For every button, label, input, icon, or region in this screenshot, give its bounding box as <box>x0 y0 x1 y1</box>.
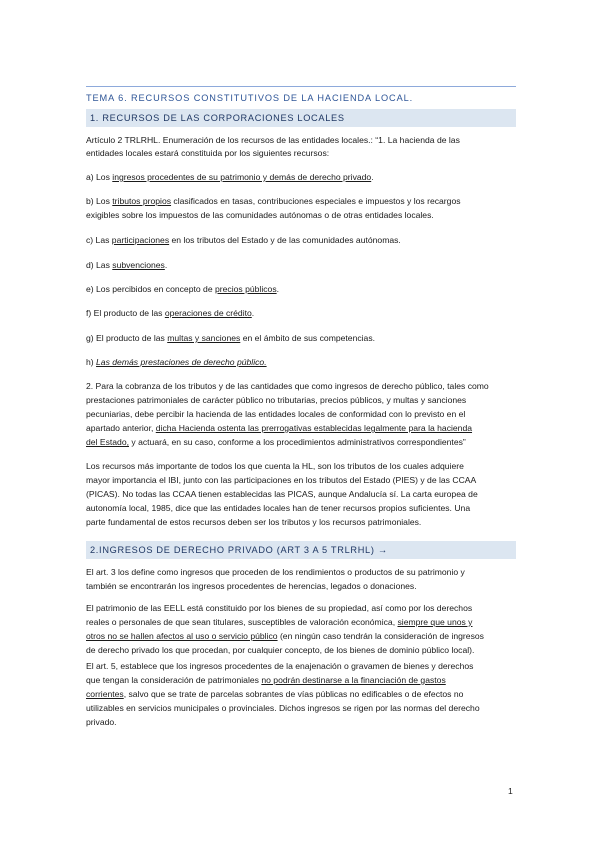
header-rule <box>86 86 516 87</box>
s2-para-2-line-1: El patrimonio de las EELL está constituido por los bienes de su propiedad, así como por los derechos <box>86 603 473 613</box>
para-3-line-3: (PICAS). No todas las CCAA tienen establecidas las PICAS, aunque Andalucía sí. La carta europea de <box>86 489 478 499</box>
para-3-line-4: autonomía local, 1985, dice que las entidades locales han de tener recursos propios suficientes. Una <box>86 503 471 513</box>
section-1-title: 1. RECURSOS DE LAS CORPORACIONES LOCALES <box>90 113 345 123</box>
document-title: TEMA 6. RECURSOS CONSTITUTIVOS DE LA HACIENDA LOCAL. <box>86 93 414 103</box>
para-2-line-1: 2. Para la cobranza de los tributos y de las cantidades que como ingresos de derecho público, tales como <box>86 381 489 391</box>
s2-para-2-line-3: otros no se hallen afectos al uso o servicio público (en ningún caso tendrán la consideración de ingresos <box>86 631 484 641</box>
intro-line-1: Artículo 2 TRLRHL. Enumeración de los recursos de las entidades locales.: “1. La hacienda de las <box>86 135 460 145</box>
item-e: e) Los percibidos en concepto de precios públicos. <box>86 284 280 294</box>
item-a: a) Los ingresos procedentes de su patrimonio y demás de derecho privado. <box>86 172 374 182</box>
para-3-line-2: mayor importancia el IBI, junto con las participaciones en los tributos del Estado (PIES) y de las CCAA <box>86 475 477 485</box>
s2-para-1-line-2: también se encontrarán los ingresos procedentes de herencias, legados o donaciones. <box>86 581 417 591</box>
section-2-header <box>86 541 516 559</box>
s2-para-3-line-4: utilizables en servicios municipales o provinciales. Dichos ingresos se rigen por las normas del derecho <box>86 703 480 713</box>
para-2-line-2: prestaciones patrimoniales de carácter público no tributarias, precios públicos, y multas y sanciones <box>86 395 467 405</box>
item-g: g) El producto de las multas y sanciones en el ámbito de sus competencias. <box>86 333 376 343</box>
intro-line-2: entidades locales estará constituida por los siguientes recursos: <box>86 148 330 158</box>
item-b-line-1: b) Los tributos propios clasificados en tasas, contribuciones especiales e impuestos y los recargos <box>86 196 461 206</box>
page-number: 1 <box>508 786 513 796</box>
para-2-line-3: pecuniarias, debe percibir la hacienda de las entidades locales de conformidad con lo previsto en el <box>86 409 466 419</box>
item-h: h) Las demás prestaciones de derecho público. <box>86 357 267 367</box>
para-2-line-4: apartado anterior, dicha Hacienda ostenta las prerrogativas establecidas legalmente para la hacienda <box>86 423 473 433</box>
item-c: c) Las participaciones en los tributos del Estado y de las comunidades autónomas. <box>86 235 401 245</box>
item-b-line-2: exigibles sobre los impuestos de las comunidades autónomas o de otras entidades locales. <box>86 210 434 220</box>
s2-para-3-line-2: que tengan la consideración de patrimoniales no podrán destinarse a la financiación de gastos <box>86 675 446 685</box>
item-d: d) Las subvenciones. <box>86 260 168 270</box>
section-2-title: 2.INGRESOS DE DERECHO PRIVADO (ART 3 A 5 TRLRHL) → <box>90 545 388 555</box>
s2-para-1-line-1: El art. 3 los define como ingresos que proceden de los rendimientos o productos de su patrimonio y <box>86 567 465 577</box>
section-1-header <box>86 109 516 127</box>
s2-para-3-line-3: corrientes, salvo que se trate de parcelas sobrantes de vías públicas no edificables o de efectos no <box>86 689 464 699</box>
para-2-line-5: del Estado, y actuará, en su caso, conforme a los procedimientos administrativos correspondientes” <box>86 437 466 447</box>
s2-para-2-line-4: de derecho privado los que procedan, por cualquier concepto, de los bienes de dominio público local). <box>86 645 475 655</box>
s2-para-2-line-2: reales o personales de que sean titulares, susceptibles de valoración económica, siempre que unos y <box>86 617 473 627</box>
s2-para-3-line-1: El art. 5, establece que los ingresos procedentes de la enajenación o gravamen de bienes y derechos <box>86 661 474 671</box>
item-f: f) El producto de las operaciones de crédito. <box>86 308 255 318</box>
para-3-line-5: parte fundamental de estos recursos deben ser los tributos y los recursos patrimoniales. <box>86 517 422 527</box>
s2-para-3-line-5: privado. <box>86 717 117 727</box>
para-3-line-1: Los recursos más importante de todos los que cuenta la HL, son los tributos de los cuales adquiere <box>86 461 464 471</box>
